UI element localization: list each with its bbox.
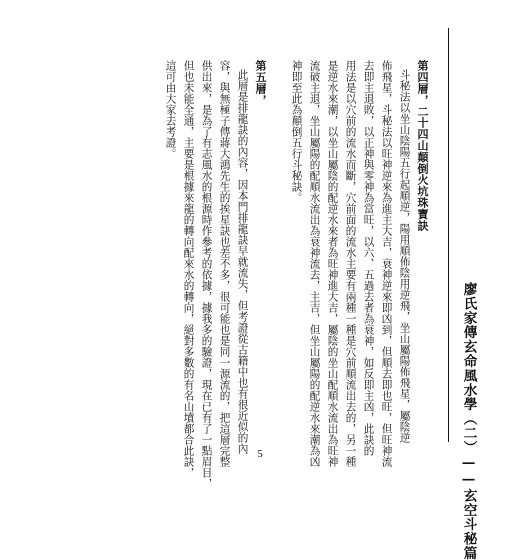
text-line: 容，與無極子傳蔣大鴻先生的挨星訣也差不多，很可能也是同一源流的，把這層完整: [218, 60, 231, 467]
page-number: 5: [257, 448, 263, 460]
text-line: 但也未能全通，主要是根據來龍的轉向配來水的轉向，絕對多數的有名山墳都合此訣，: [182, 60, 195, 478]
section-heading-4: 第四層，二十四山顛倒火坑珠寶訣: [416, 60, 429, 231]
text-line: 佈飛星，斗秘法以旺神逆來為進主大吉，衰神逆來即凶到，但順去即也旺，但旺神流: [380, 60, 393, 467]
text-line: 此層是排龍訣的內容，因本門排龍訣早就流失，但考證從古籍中也有很近似的內: [236, 69, 249, 454]
text-line: 用法是以穴前的流水而斷，穴前面的流水主要有兩種一種是穴前順流出去的，另一種: [344, 60, 357, 467]
text-line: 流破主退，坐山屬陽的配順水流出為衰神流去，主吉，但坐山屬陽的配逆水來潮為凶: [308, 60, 321, 467]
text-line: 去即主退敗，以正神與零神為當旺，以六、五過去者為衰神，如反即主凶，此訣的: [362, 60, 375, 456]
section-heading-5: 第五層，: [254, 60, 267, 106]
header-divider: [448, 28, 449, 442]
text-line: 這可由大家去考證。: [164, 60, 177, 159]
text-line: 神即至此為顛倒五行斗秘訣。: [290, 60, 303, 203]
text-line: 供出來，是為了有志風水的根源時作參考的依據，據我多的驗證，現在已有了一點眉目，: [200, 60, 213, 489]
text-line: 斗秘法以坐山陰陽五行起順逆，陽用順佈陰用逆飛，坐山屬陽佈飛星，屬陰逆: [398, 69, 411, 443]
running-title: 廖氏家傳玄命風水學（二）——玄空斗秘篇: [460, 282, 477, 560]
text-line: 是逆水來潮，以坐山屬陰的配逆水來者為旺神進大吉，屬陰的坐山配順水流出為旺神: [326, 60, 339, 467]
